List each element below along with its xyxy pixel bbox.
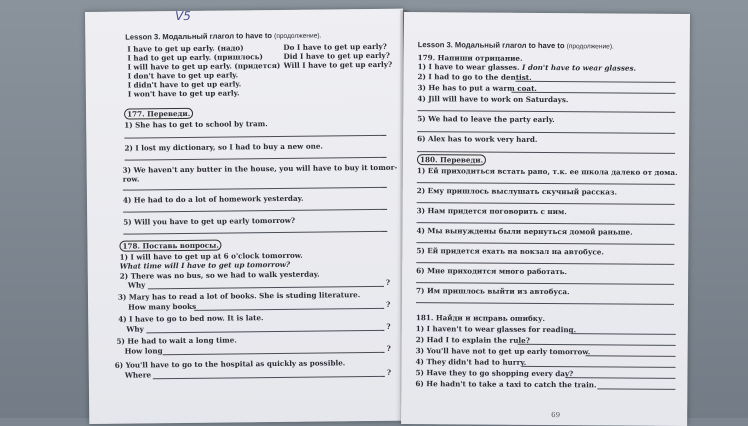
answer-line[interactable] xyxy=(417,222,675,225)
answer-line[interactable] xyxy=(123,187,387,191)
grammar-question: Did I have to get up early? xyxy=(283,50,390,61)
example-text: 1) I have to wear glasses. xyxy=(417,62,520,72)
exercise-item: 4) He had to do a lot of homework yesterday. xyxy=(122,193,304,205)
grammar-line: I have to get up early. (надо) xyxy=(127,43,244,54)
exercise-item: 3) He has to put a warm coat. xyxy=(417,83,537,93)
exercise-item: 3) Mary has to read a lot of books. She is studing literature. xyxy=(117,290,361,302)
left-page xyxy=(85,9,407,424)
exercise-180-title: 180. Переведи. xyxy=(417,155,486,164)
exercise-item: 5) Will you have to get up early tomorrow? xyxy=(123,215,296,227)
answer-line[interactable] xyxy=(146,330,384,333)
left-header-title: Lesson 3. Модальный глагол to have to xyxy=(125,31,273,42)
exercise-item: 1) She has to get to school by tram. xyxy=(124,119,268,130)
answer-line[interactable] xyxy=(572,333,676,335)
answer-line[interactable] xyxy=(148,286,384,289)
exercise-item: 4) I have to go to bed now. It is late. xyxy=(118,313,264,324)
question-mark: ? xyxy=(386,367,392,377)
right-header xyxy=(418,40,614,51)
question-mark: ? xyxy=(386,299,391,309)
exercise-item: 5) We had to leave the party early. xyxy=(417,114,555,125)
exercise-177-title: 177. Переведи. xyxy=(124,109,193,119)
exercise-179-title: 179. Напиши отрицание. xyxy=(417,53,523,63)
right-header-title: Lesson 3. Модальный глагол to have to xyxy=(417,40,565,51)
exercise-item: row. xyxy=(122,174,140,184)
exercise-item: 2) I had to go to the dentist. xyxy=(417,72,532,82)
answer-line[interactable] xyxy=(123,209,387,213)
answer-line[interactable] xyxy=(125,157,387,161)
answer-line[interactable] xyxy=(123,231,387,235)
grammar-question: Will I have to get up early? xyxy=(283,59,393,70)
exercise-item: 5) Have they to go shopping every day? xyxy=(415,368,574,379)
exercise-item: 5) He had to wait a long time. xyxy=(116,335,237,346)
exercise-item: 4) Jill will have to work on Saturdays. xyxy=(417,94,569,105)
left-header-subtitle: (продолжение). xyxy=(274,32,322,41)
question-mark: ? xyxy=(386,321,391,331)
answer-line[interactable] xyxy=(586,355,676,357)
exercise-item: 6) You'll have to go to the hospital as quickly as possible. xyxy=(114,358,346,370)
exercise-item: 2) There was no bus, so we had to walk yesterday. xyxy=(119,269,320,281)
example-answer: I don't have to wear glasses. xyxy=(521,62,637,73)
answer-line[interactable] xyxy=(416,282,674,285)
right-page xyxy=(401,12,690,426)
page-number: 69 xyxy=(551,411,561,420)
exercise-item: 2) Had I to explain the rule? xyxy=(415,335,530,345)
answer-line[interactable] xyxy=(153,376,385,379)
grammar-line: I won't have to get up early. xyxy=(127,88,240,99)
question-mark: ? xyxy=(386,343,391,353)
exercise-item: 2) Ему пришлось выслушать скучный рассказ. xyxy=(416,186,618,197)
exercise-item: 3) We haven't any butter in the house, you will have to buy it tomor- xyxy=(122,162,398,175)
grammar-question: Do I have to get up early? xyxy=(283,41,387,52)
exercise-item: 1) I haven't to wear glasses for reading. xyxy=(415,324,577,335)
exercise-item: 3) Нам придется поговорить с ним. xyxy=(416,206,567,217)
answer-line[interactable] xyxy=(511,92,675,94)
exercise-item: 4) They didn't had to hurry. xyxy=(415,357,527,367)
answer-line[interactable] xyxy=(194,308,384,311)
answer-line[interactable] xyxy=(518,344,676,346)
question-prompt: Where xyxy=(124,370,152,380)
answer-line[interactable] xyxy=(597,388,675,390)
left-header xyxy=(125,31,321,43)
exercise-item: 1) I will have to get up at 6 o'clock tomorrow. xyxy=(119,250,303,262)
exercise-178-title: 178. Поставь вопросы. xyxy=(119,241,221,251)
exercise-example xyxy=(418,62,636,73)
right-header-subtitle: (продолжение). xyxy=(566,43,614,51)
exercise-item: 3) You'll have not to get up early tomorrow. xyxy=(415,346,591,357)
grammar-line: I didn't have to get up early. xyxy=(127,79,242,90)
answer-line[interactable] xyxy=(417,202,675,205)
handwritten-mark: V5 xyxy=(174,8,191,24)
answer-line[interactable] xyxy=(522,366,676,368)
answer-line[interactable] xyxy=(516,81,676,83)
answer-line[interactable] xyxy=(417,182,675,185)
answer-line[interactable] xyxy=(416,262,674,265)
exercise-item: 6) He hadn't to take a taxi to catch the train. xyxy=(415,379,597,390)
exercise-item: 6) Мне приходится много работать. xyxy=(416,266,568,277)
question-prompt: How many books xyxy=(128,301,197,312)
exercise-item: 5) Ей придется ехать на вокзал на автобусе. xyxy=(416,246,604,257)
exercise-item: 2) I lost my dictionary, so I had to buy a new one. xyxy=(124,141,323,153)
grammar-line: I will have to get up early. (придется) xyxy=(127,60,281,72)
question-mark: ? xyxy=(385,277,391,287)
answer-line[interactable] xyxy=(124,135,386,139)
exercise-181-title: 181. Найди и исправь ошибку. xyxy=(415,313,546,323)
question-prompt: Why xyxy=(126,324,144,334)
exercise-item: 1) Ей приходиться встать рано, т.к. ее школа далеко от дома. xyxy=(416,166,678,177)
question-prompt: How long xyxy=(124,346,163,356)
question-prompt: Why xyxy=(127,280,146,290)
answer-line[interactable] xyxy=(565,377,675,379)
grammar-line: I don't have to get up early. xyxy=(127,70,239,81)
answer-line[interactable] xyxy=(163,352,385,355)
grammar-line: I had to get up early. (пришлось) xyxy=(127,52,263,63)
answer-line[interactable] xyxy=(416,242,674,245)
exercise-item: 7) Им пришлось выйти из автобуса. xyxy=(416,286,570,297)
answer-line[interactable] xyxy=(417,110,675,113)
example-answer: What time will I have to get up tomorrow? xyxy=(119,259,291,271)
exercise-item: 6) Alex has to work very hard. xyxy=(417,134,538,144)
exercise-item: 4) Мы вынуждены были вернуться домой раньше. xyxy=(416,226,633,237)
answer-line[interactable] xyxy=(416,302,674,305)
